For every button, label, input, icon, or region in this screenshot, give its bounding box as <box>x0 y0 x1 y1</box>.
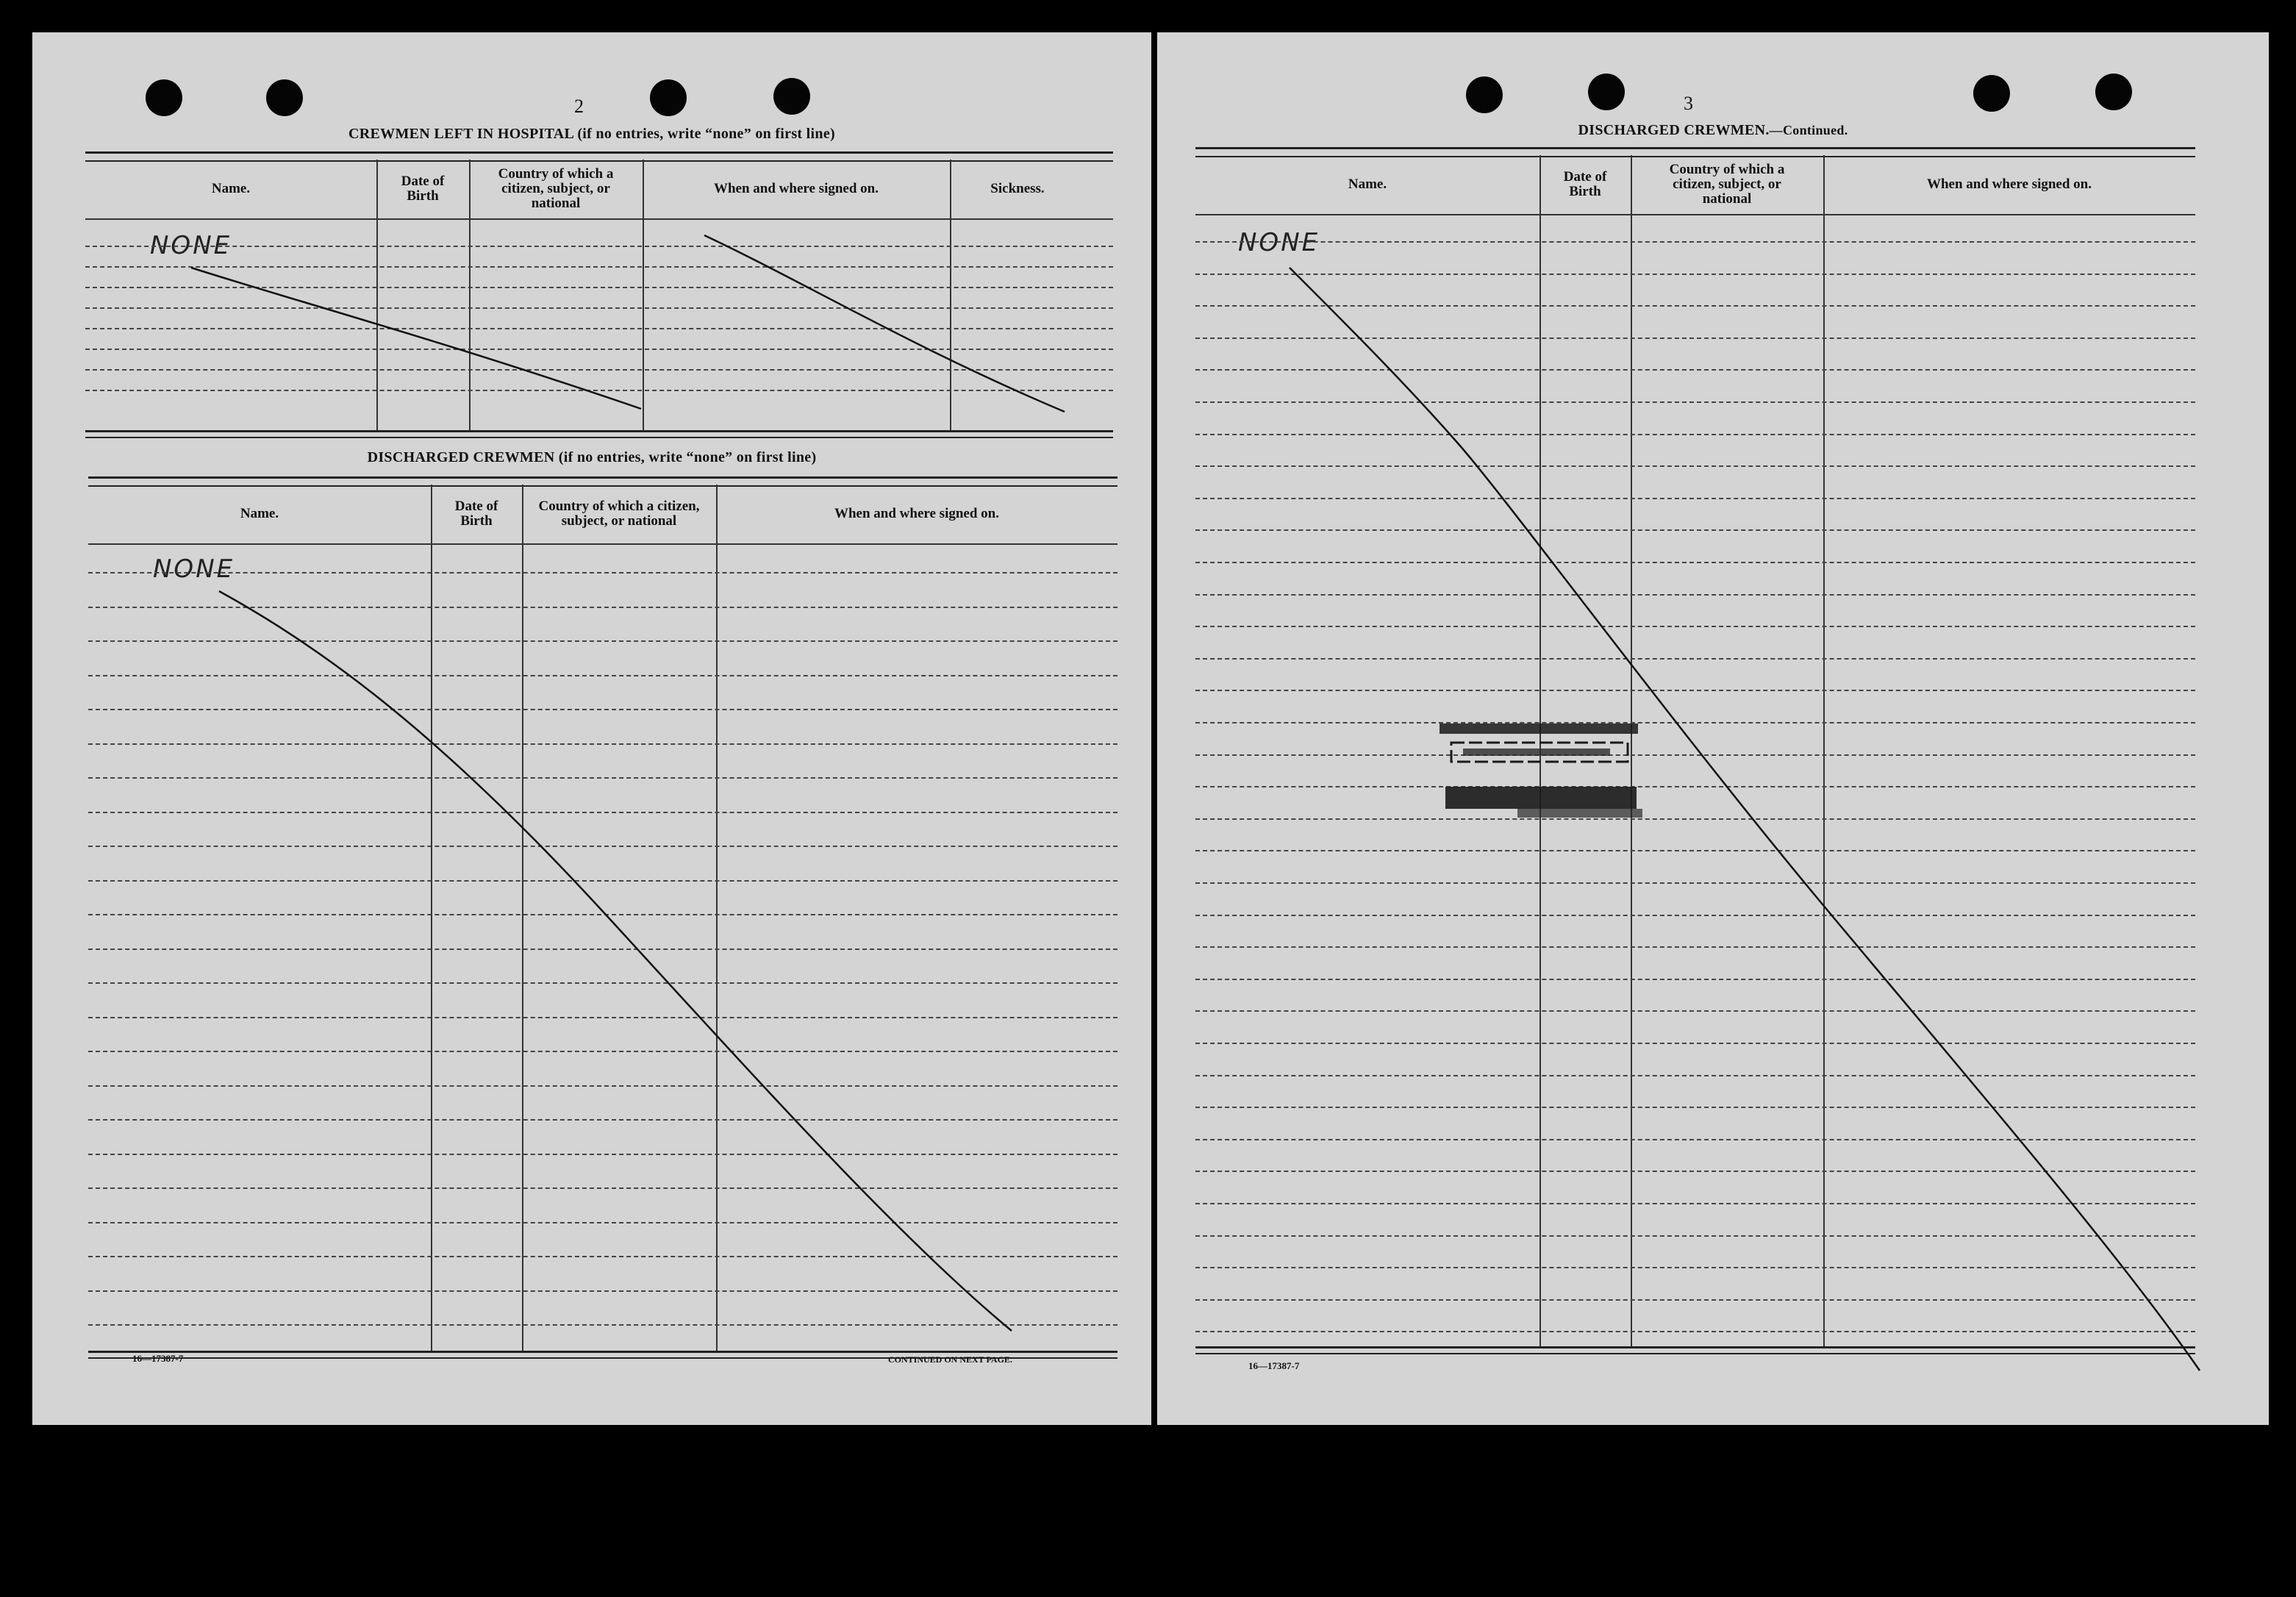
pen-strike-lines <box>32 32 1151 1425</box>
handwritten-none: NONE <box>150 231 232 260</box>
col-header-sickness: Sickness. <box>990 181 1045 196</box>
pen-strike-line <box>1157 32 2269 1425</box>
col-header-date-of-birth: Date of Birth <box>454 499 498 529</box>
continued-note: CONTINUED ON NEXT PAGE. <box>888 1354 1012 1365</box>
left-page <box>32 32 1151 1425</box>
handwritten-none: NONE <box>1238 228 1320 257</box>
col-header-signed-on: When and where signed on. <box>713 181 879 196</box>
form-number: 16—17387-7 <box>132 1353 184 1364</box>
col-header-country: Country of which a citizen, subject, or national <box>1669 162 1785 207</box>
col-header-name: Name. <box>240 506 279 521</box>
form-number: 16—17387-7 <box>1248 1360 1300 1371</box>
discharged-continued-title: DISCHARGED CREWMEN.—Continued. <box>1578 122 1848 138</box>
col-header-country: Country of which a citizen, subject, or national <box>538 499 700 529</box>
right-page <box>1157 32 2269 1425</box>
col-header-date-of-birth: Date of Birth <box>1563 169 1607 199</box>
handwritten-none: NONE <box>153 554 235 584</box>
col-header-name: Name. <box>1348 176 1387 192</box>
page-number: 3 <box>1684 93 1693 114</box>
col-header-date-of-birth: Date of Birth <box>401 174 445 204</box>
page-number: 2 <box>574 96 584 117</box>
col-header-name: Name. <box>211 181 251 196</box>
hospital-section-title: CREWMEN LEFT IN HOSPITAL (if no entries, write “none” on first line) <box>348 126 835 142</box>
col-header-signed-on: When and where signed on. <box>834 506 999 521</box>
col-header-country: Country of which a citizen, subject, or national <box>498 166 614 211</box>
discharged-section-title: DISCHARGED CREWMEN (if no entries, write “none” on first line) <box>367 449 817 465</box>
col-header-signed-on: When and where signed on. <box>1926 176 2092 192</box>
